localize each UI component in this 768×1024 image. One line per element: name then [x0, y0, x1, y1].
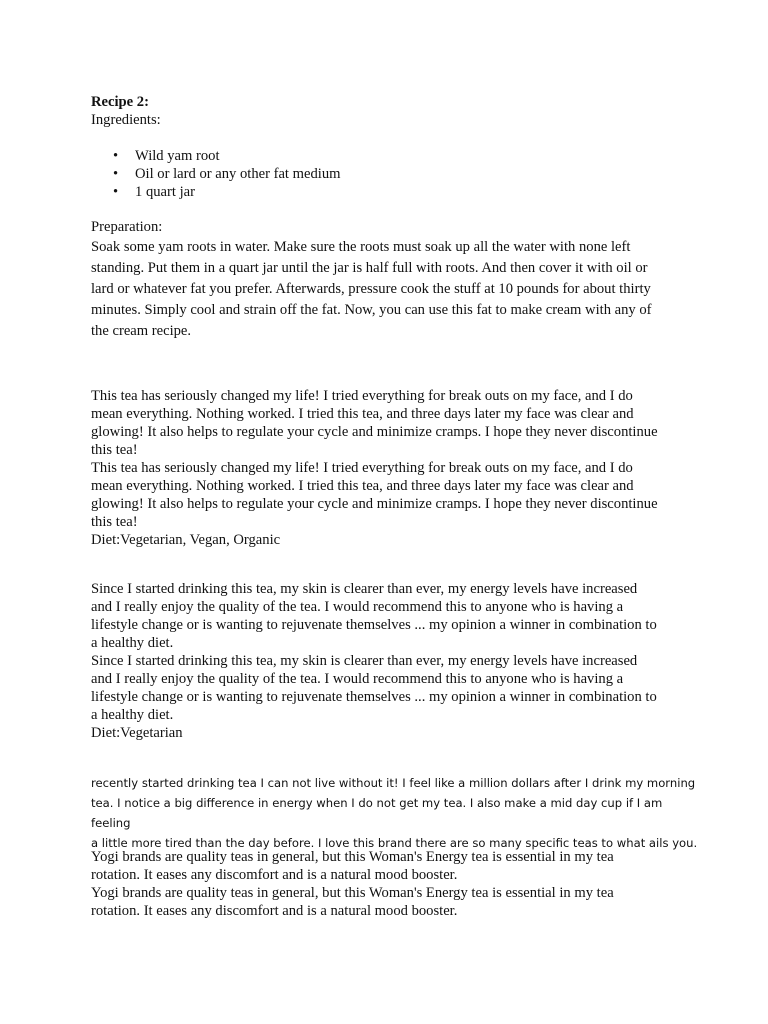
preparation-heading: Preparation:: [91, 219, 163, 235]
diet-label: Diet:Vegetarian: [91, 725, 183, 741]
recipe-header: [91, 93, 691, 129]
bullet-icon: •: [113, 166, 119, 182]
review-1: This tea has seriously changed my life! I tried everything for break outs on my face, and I do mean everything. Nothing worked. I tried this tea, and three days later my face was clear and glowing! It also helps to regulate your cycle and minimize cramps. I hope they never discontinue this tea! This tea has seriously changed my life! I tried everything for break outs on my face, and I do mean everything. Nothing worked. I tried this tea, and three days later my face was clear and glowing! It also helps to regulate your cycle and minimize cramps. I hope they never discontinue this tea! Diet:Vegetarian, Vegan, Organic: [91, 387, 691, 549]
preparation-text: Soak some yam roots in water. Make sure the roots must soak up all the water with none left standing. Put them in a quart jar until the jar is half full with roots. And then cover it with oil or lard or whatever fat you prefer. Afterwards, pressure cook the stuff at 10 pounds for about thirty minutes. Simply cool and strain off the fat. Now, you can use this fat to make cream with any of the cream recipe.: [91, 239, 652, 339]
list-item: • 1 quart jar: [113, 184, 195, 200]
list-item: • Oil or lard or any other fat medium: [113, 166, 341, 182]
ingredients-heading: Ingredients:: [91, 112, 161, 128]
bullet-icon: •: [113, 148, 119, 164]
list-item: • Wild yam root: [113, 148, 220, 164]
diet-label: Diet:Vegetarian, Vegan, Organic: [91, 532, 281, 548]
recipe-title: Recipe 2:: [91, 94, 149, 110]
review-4: Yogi brands are quality teas in general, but this Woman's Energy tea is essential in my tea rotation. It eases any discomfort and is a natural mood booster. Yogi brands are quality teas in general, but this Woman's Energy tea is essential in my tea rotation. It eases any discomfort and is a natural mood booster.: [91, 849, 614, 919]
review-3: recently started drinking tea I can not live without it! I feel like a million dollars after I drink my morning tea. I notice a big difference in energy when I do not get my tea. I also make a mid day cup if I am feeling a little more tired than the day before. I love this brand there are so many specific teas to what ails you.: [91, 776, 698, 850]
ingredients-list: [91, 147, 691, 201]
review-2: Since I started drinking this tea, my skin is clearer than ever, my energy levels have increased and I really enjoy the quality of the tea. I would recommend this to anyone who is having a lifestyle change or is wanting to rejuvenate themselves ... my opinion a winner in combination to a healthy diet. Since I started drinking this tea, my skin is clearer than ever, my energy levels have increased and I really enjoy the quality of the tea. I would recommend this to anyone who is having a lifestyle change or is wanting to rejuvenate themselves ... my opinion a winner in combination to a healthy diet. Diet:Vegetarian: [91, 580, 691, 742]
bullet-icon: •: [113, 184, 119, 200]
